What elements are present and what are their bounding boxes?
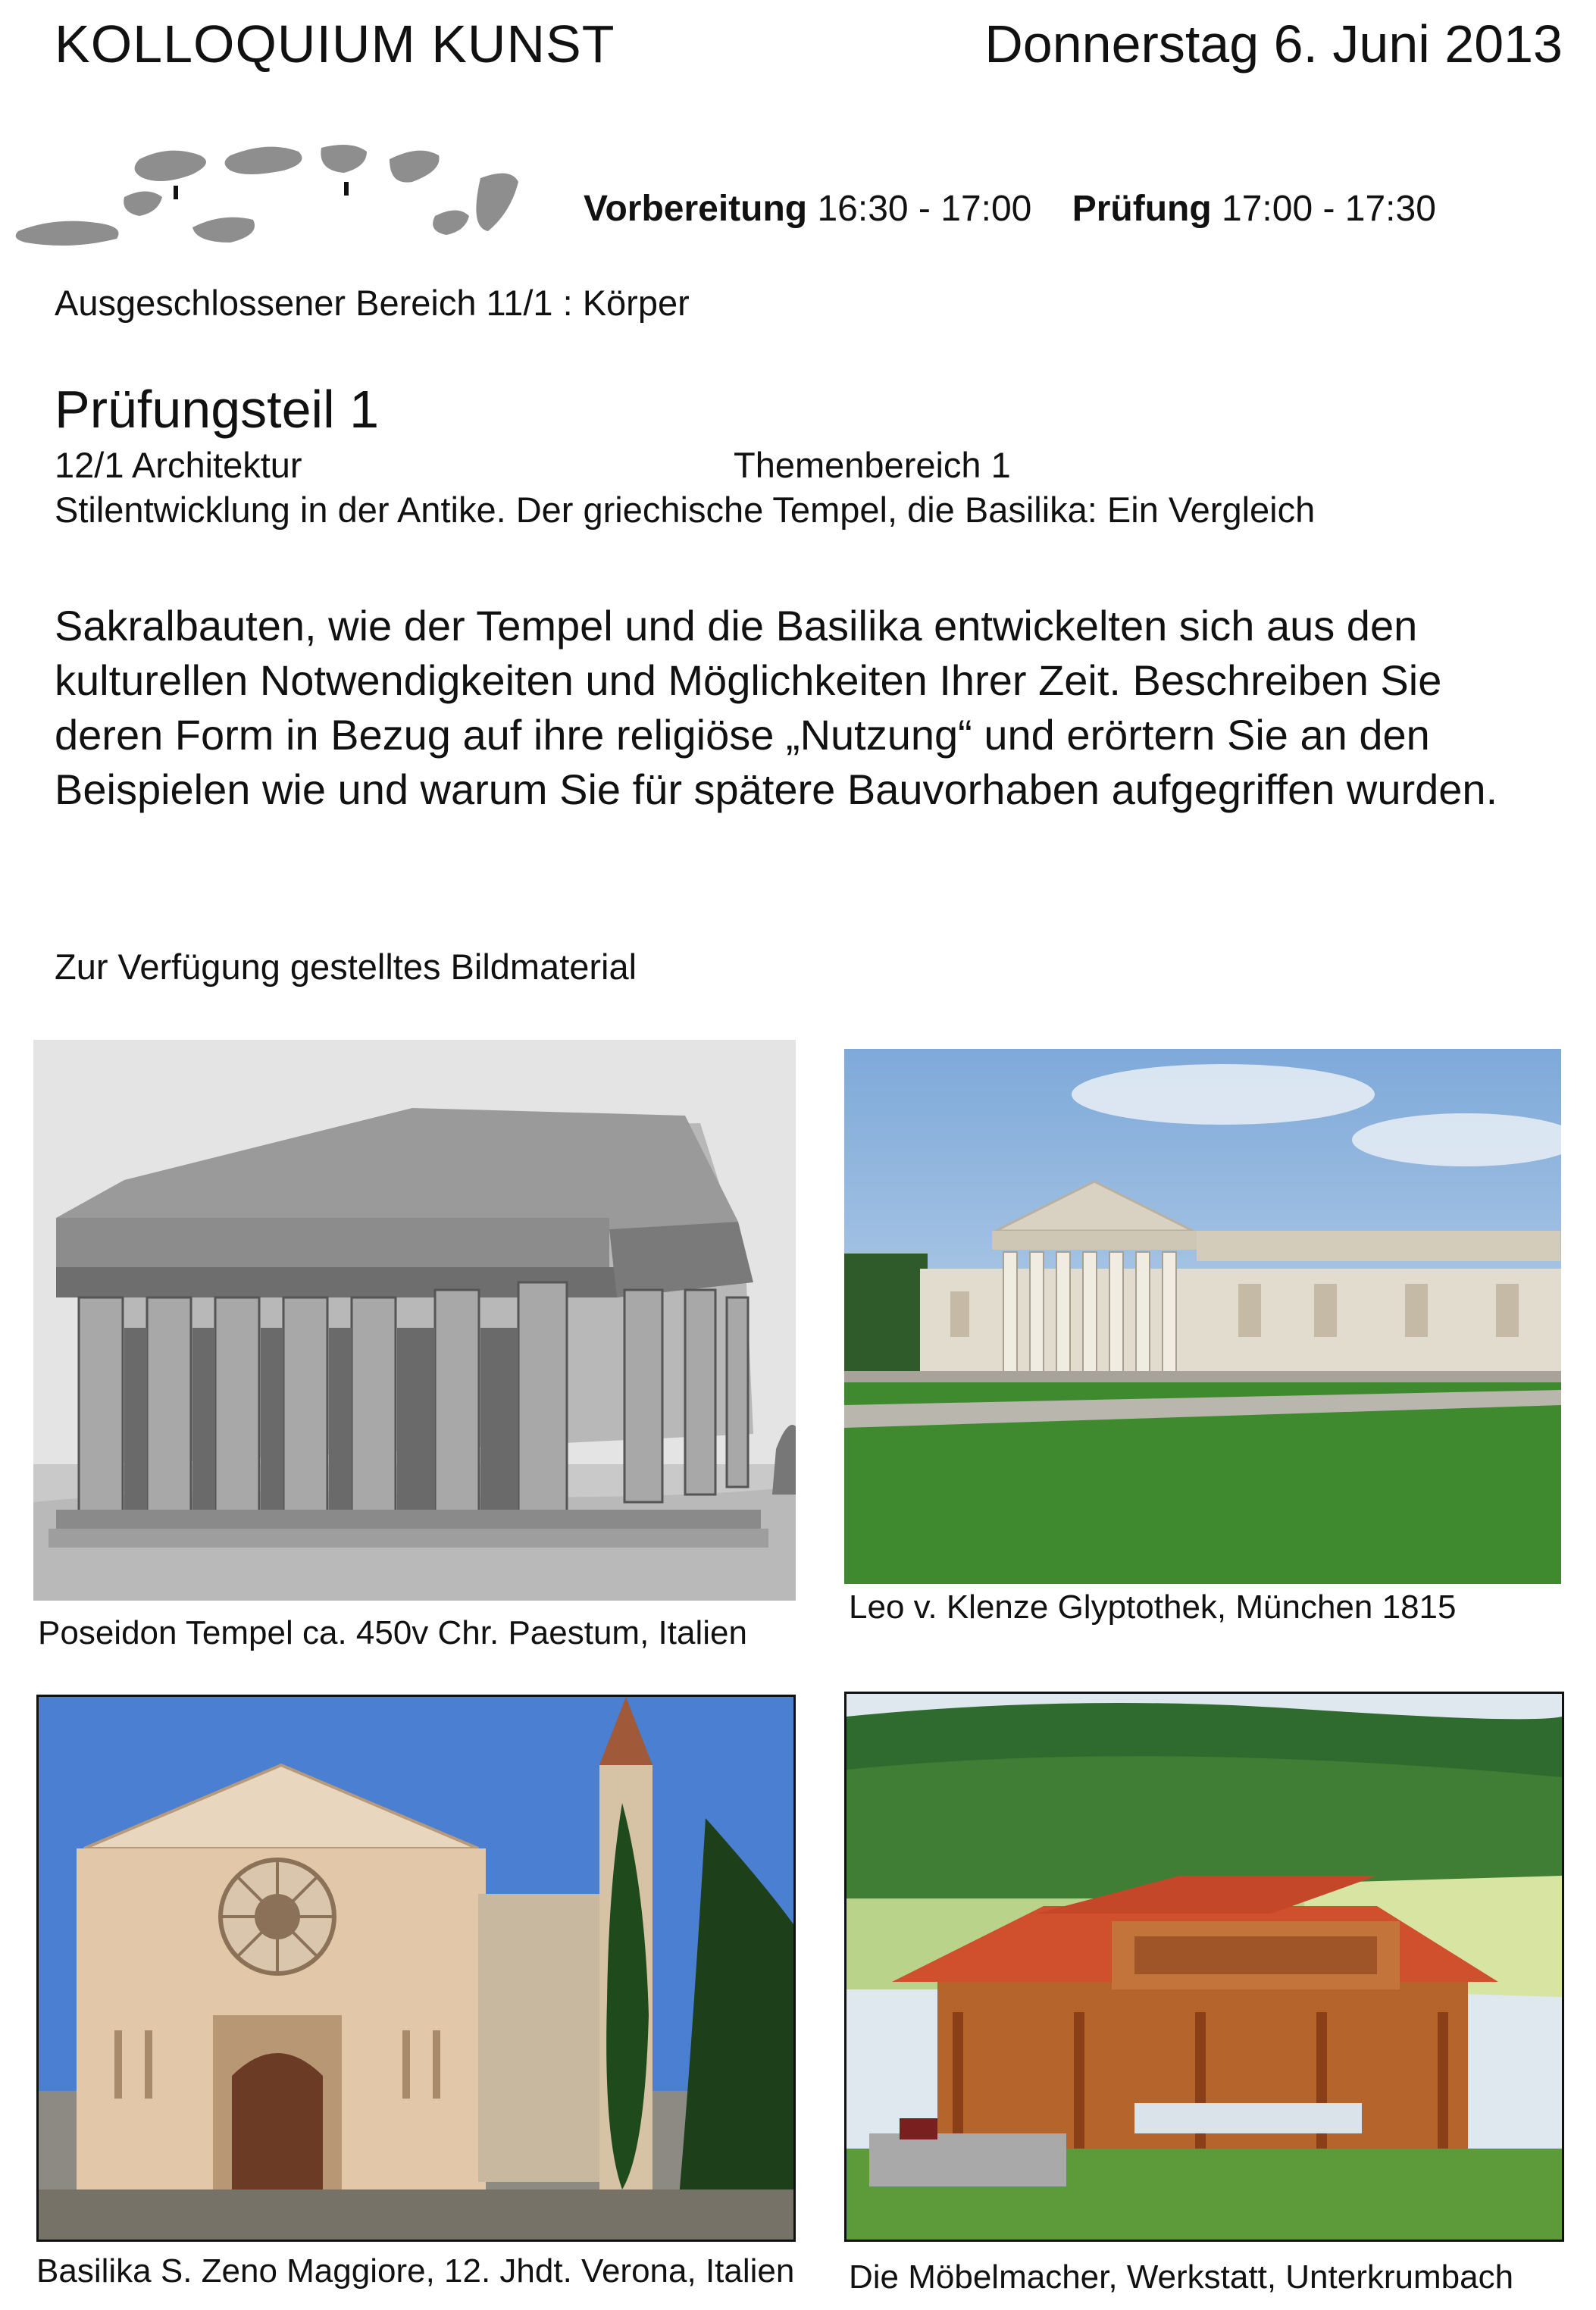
exam-subtitle: Stilentwicklung in der Antike. Der griechische Tempel, die Basilika: Ein Vergleich	[55, 490, 1316, 530]
exam-subject: KOLLOQUIUM KUNST	[55, 14, 615, 74]
exam-area: 12/1 Architektur	[55, 445, 302, 485]
task-line: Sakralbauten, wie der Tempel und die Basilika entwickelten sich aus den	[55, 602, 1418, 649]
prep-label: Vorbereitung	[584, 189, 808, 229]
caption-basilica: Basilika S. Zeno Maggiore, 12. Jhdt. Verona, Italien	[36, 2252, 795, 2290]
caption-greek-temple: Poseidon Tempel ca. 450v Chr. Paestum, Italien	[38, 1614, 747, 1651]
excluded-area: Ausgeschlossener Bereich 11/1 : Körper	[55, 283, 690, 323]
workshop-photo	[844, 1692, 1564, 2242]
task-line: Beispielen wie und warum Sie für spätere Bauvorhaben aufgegriffen wurden.	[55, 765, 1498, 813]
exam-label: Prüfung	[1072, 189, 1212, 229]
greek-temple-photo	[33, 1040, 796, 1601]
task-line: kulturellen Notwendigkeiten und Möglichkeiten Ihrer Zeit. Beschreiben Sie	[55, 656, 1442, 704]
task-text	[55, 599, 1570, 817]
caption-workshop: Die Möbelmacher, Werkstatt, Unterkrumbach	[849, 2258, 1514, 2296]
exam-theme: Themenbereich 1	[734, 445, 1011, 485]
caption-glyptothek: Leo v. Klenze Glyptothek, München 1815	[849, 1589, 1457, 1626]
schedule-line	[584, 188, 1436, 230]
basilica-photo	[36, 1695, 796, 2242]
prep-time: 16:30 - 17:00	[817, 189, 1032, 229]
material-label: Zur Verfügung gestelltes Bildmaterial	[55, 947, 637, 987]
neoclassical-building-photo	[844, 1049, 1561, 1584]
task-line: deren Form in Bezug auf ihre religiöse „Nutzung“ und erörtern Sie an den	[55, 711, 1430, 759]
exam-time: 17:00 - 17:30	[1222, 189, 1436, 229]
exam-part-title: Prüfungsteil 1	[55, 380, 380, 439]
exam-date: Donnerstag 6. Juni 2013	[984, 14, 1563, 74]
redacted-name-scribble	[11, 144, 526, 258]
